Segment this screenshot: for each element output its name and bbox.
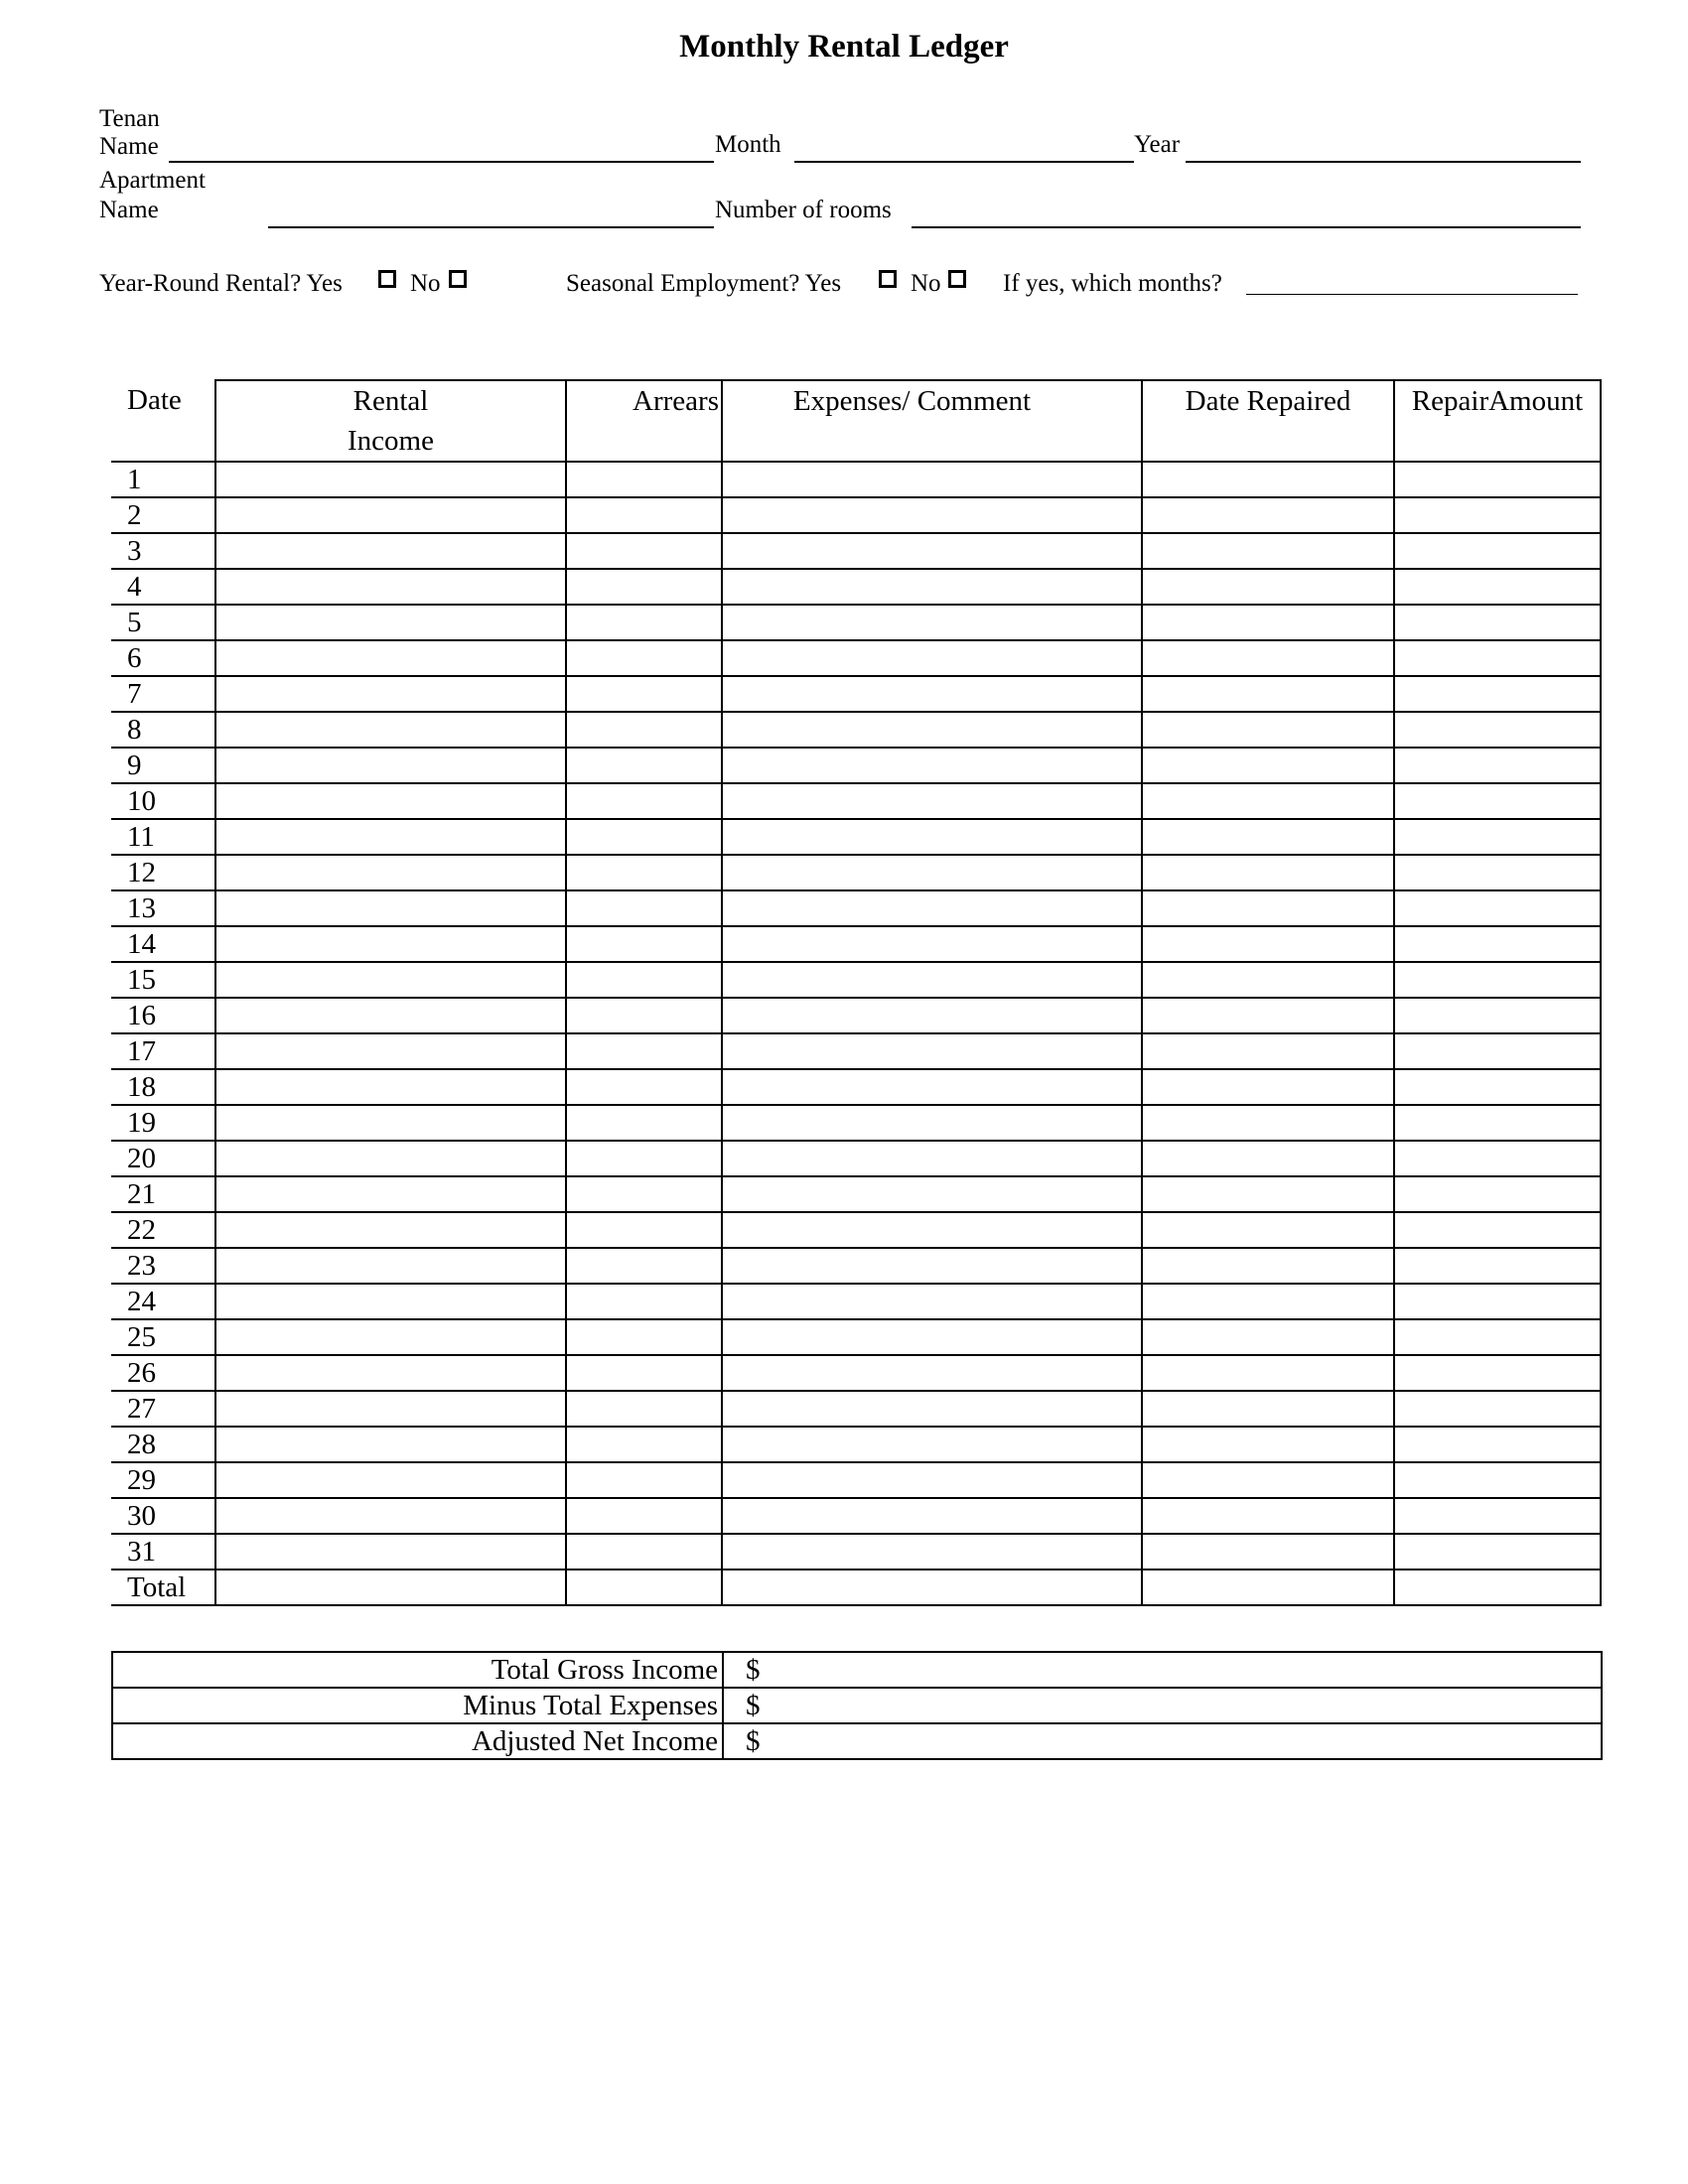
date-repaired-cell[interactable] [1142,890,1394,926]
tenant-label-line2: Name [99,133,159,160]
rental-income-cell[interactable] [215,605,566,640]
arrears-cell[interactable] [566,712,722,748]
expenses-comment-cell[interactable] [722,855,1142,890]
rental-income-cell[interactable] [215,1462,566,1498]
arrears-cell[interactable] [566,1355,722,1391]
rental-income-cell[interactable] [215,748,566,783]
repair-amount-cell[interactable] [1394,1319,1601,1355]
arrears-cell[interactable] [566,1462,722,1498]
expenses-comment-cell[interactable] [722,605,1142,640]
date-repaired-cell[interactable] [1142,1391,1394,1427]
row-date-label: 9 [111,748,215,783]
arrears-cell[interactable] [566,1141,722,1176]
summary-row-total-expenses [112,1688,1602,1723]
year-round-label: Year-Round Rental? Yes [99,270,343,297]
arrears-cell[interactable] [566,783,722,819]
seasonal-label: Seasonal Employment? Yes [566,270,842,297]
date-repaired-cell[interactable] [1142,1319,1394,1355]
expenses-comment-cell[interactable] [722,676,1142,712]
arrears-cell[interactable] [566,819,722,855]
repair-amount-cell[interactable] [1394,1462,1601,1498]
rental-income-cell[interactable] [215,462,566,497]
expenses-comment-cell[interactable] [722,640,1142,676]
repair-amount-cell[interactable] [1394,962,1601,998]
net-income-value[interactable]: $ [723,1723,1602,1759]
row-date-label: 26 [111,1355,215,1391]
date-repaired-cell[interactable] [1142,1248,1394,1284]
expenses-comment-cell[interactable] [722,748,1142,783]
expenses-comment-cell[interactable] [722,890,1142,926]
expenses-comment-cell[interactable] [722,1355,1142,1391]
ledger-table [111,379,1602,1606]
repair-amount-cell[interactable] [1394,1284,1601,1319]
expenses-comment-cell[interactable] [722,783,1142,819]
gross-income-label: Total Gross Income [112,1652,723,1688]
col-header-expenses-comment: Expenses/ Comment [722,380,1142,462]
repair-amount-cell[interactable] [1394,819,1601,855]
ledger-row [111,819,1601,855]
expenses-comment-cell[interactable] [722,1248,1142,1284]
seasonal-no-checkbox[interactable] [948,270,966,288]
arrears-cell[interactable] [566,1248,722,1284]
total-expenses-label: Minus Total Expenses [112,1688,723,1723]
repair-amount-cell[interactable] [1394,533,1601,569]
rental-income-cell[interactable] [215,783,566,819]
row-date-label: 1 [111,462,215,497]
arrears-cell[interactable] [566,855,722,890]
rental-income-cell[interactable] [215,890,566,926]
repair-amount-cell[interactable] [1394,569,1601,605]
arrears-cell[interactable] [566,676,722,712]
rental-income-cell[interactable] [215,712,566,748]
total-expenses-value[interactable]: $ [723,1688,1602,1723]
ledger-row [111,1319,1601,1355]
ledger-row [111,1427,1601,1462]
arrears-cell[interactable] [566,1534,722,1570]
ledger-row [111,890,1601,926]
date-repaired-cell[interactable] [1142,1069,1394,1105]
ledger-row [111,1069,1601,1105]
ledger-row [111,1355,1601,1391]
row-date-label: 19 [111,1105,215,1141]
date-repaired-cell[interactable] [1142,819,1394,855]
expenses-comment-cell[interactable] [722,497,1142,533]
row-date-label: 8 [111,712,215,748]
ledger-row [111,1212,1601,1248]
rental-income-cell[interactable] [215,1033,566,1069]
arrears-cell[interactable] [566,926,722,962]
rental-income-cell[interactable] [215,1427,566,1462]
year-label: Year [1134,131,1181,158]
rental-income-cell[interactable] [215,1498,566,1534]
expenses-comment-cell[interactable] [722,1534,1142,1570]
rental-income-cell[interactable] [215,676,566,712]
row-date-label: 3 [111,533,215,569]
row-date-label: 15 [111,962,215,998]
arrears-cell[interactable] [566,640,722,676]
ledger-row [111,1141,1601,1176]
seasonal-no-label: No [911,270,941,297]
total-repair-amount-cell[interactable] [1394,1570,1601,1605]
arrears-cell[interactable] [566,962,722,998]
page-title: Monthly Rental Ledger [679,29,1009,65]
arrears-cell[interactable] [566,1033,722,1069]
date-repaired-cell[interactable] [1142,962,1394,998]
year-round-no-checkbox[interactable] [449,270,467,288]
ledger-body [111,462,1601,1605]
repair-amount-cell[interactable] [1394,605,1601,640]
total-arrears-cell[interactable] [566,1570,722,1605]
col-header-rental: Rental [352,385,429,417]
row-date-label: 4 [111,569,215,605]
repair-amount-cell[interactable] [1394,998,1601,1033]
summary-table [111,1651,1603,1760]
col-header-income: Income [348,425,434,457]
rooms-field[interactable] [912,226,1581,228]
arrears-cell[interactable] [566,1176,722,1212]
rental-income-cell[interactable] [215,962,566,998]
expenses-comment-cell[interactable] [722,926,1142,962]
repair-amount-cell[interactable] [1394,1141,1601,1176]
repair-amount-cell[interactable] [1394,1355,1601,1391]
repair-amount-cell[interactable] [1394,1427,1601,1462]
repair-amount-cell[interactable] [1394,1498,1601,1534]
row-date-label: 13 [111,890,215,926]
expenses-comment-cell[interactable] [722,1033,1142,1069]
year-round-no-label: No [410,270,441,297]
repair-amount-cell[interactable] [1394,462,1601,497]
expenses-comment-cell[interactable] [722,1069,1142,1105]
col-header-date: Date [111,380,215,462]
expenses-comment-cell[interactable] [722,1462,1142,1498]
row-date-label: 18 [111,1069,215,1105]
ledger-row [111,1248,1601,1284]
row-date-label: 28 [111,1427,215,1462]
date-repaired-cell[interactable] [1142,998,1394,1033]
expenses-comment-cell[interactable] [722,1105,1142,1141]
repair-amount-cell[interactable] [1394,890,1601,926]
date-repaired-cell[interactable] [1142,497,1394,533]
expenses-comment-cell[interactable] [722,712,1142,748]
date-repaired-cell[interactable] [1142,855,1394,890]
ledger-row [111,497,1601,533]
ledger-row [111,676,1601,712]
ledger-row [111,1498,1601,1534]
arrears-cell[interactable] [566,462,722,497]
arrears-cell[interactable] [566,890,722,926]
date-repaired-cell[interactable] [1142,1033,1394,1069]
ledger-row [111,1391,1601,1427]
ledger-row [111,1105,1601,1141]
date-repaired-cell[interactable] [1142,1176,1394,1212]
ledger-row [111,783,1601,819]
arrears-cell[interactable] [566,1105,722,1141]
ledger-row [111,962,1601,998]
rooms-label: Number of rooms [715,197,892,223]
ledger-row [111,1284,1601,1319]
expenses-comment-cell[interactable] [722,1212,1142,1248]
ledger-row [111,640,1601,676]
tenant-name-field[interactable] [169,161,714,163]
repair-amount-cell[interactable] [1394,1391,1601,1427]
col-header-rental-income [215,380,566,462]
date-repaired-cell[interactable] [1142,1462,1394,1498]
ledger-row [111,462,1601,497]
rental-income-cell[interactable] [215,855,566,890]
date-repaired-cell[interactable] [1142,1284,1394,1319]
expenses-comment-cell[interactable] [722,1176,1142,1212]
rental-income-cell[interactable] [215,998,566,1033]
arrears-cell[interactable] [566,605,722,640]
rental-income-cell[interactable] [215,569,566,605]
rental-income-cell[interactable] [215,1069,566,1105]
rental-income-cell[interactable] [215,1141,566,1176]
expenses-comment-cell[interactable] [722,819,1142,855]
rental-income-cell[interactable] [215,1284,566,1319]
date-repaired-cell[interactable] [1142,1141,1394,1176]
date-repaired-cell[interactable] [1142,462,1394,497]
row-date-label: 7 [111,676,215,712]
expenses-comment-cell[interactable] [722,533,1142,569]
row-date-label: 25 [111,1319,215,1355]
ledger-row [111,855,1601,890]
date-repaired-cell[interactable] [1142,605,1394,640]
repair-amount-cell[interactable] [1394,926,1601,962]
apartment-name-field[interactable] [268,226,714,228]
arrears-cell[interactable] [566,1069,722,1105]
rental-income-cell[interactable] [215,1319,566,1355]
rental-income-cell[interactable] [215,1212,566,1248]
row-date-label: 5 [111,605,215,640]
expenses-comment-cell[interactable] [722,1427,1142,1462]
repair-amount-cell[interactable] [1394,748,1601,783]
ledger-row [111,926,1601,962]
arrears-cell[interactable] [566,497,722,533]
date-repaired-cell[interactable] [1142,1355,1394,1391]
apartment-label-line2: Name [99,197,159,223]
row-date-label: 12 [111,855,215,890]
date-repaired-cell[interactable] [1142,676,1394,712]
row-date-label: 21 [111,1176,215,1212]
row-date-label: 23 [111,1248,215,1284]
ledger-row [111,1462,1601,1498]
rental-income-cell[interactable] [215,1105,566,1141]
arrears-cell[interactable] [566,1212,722,1248]
summary-row-gross-income [112,1652,1602,1688]
date-repaired-cell[interactable] [1142,1534,1394,1570]
date-repaired-cell[interactable] [1142,569,1394,605]
repair-amount-cell[interactable] [1394,783,1601,819]
rental-income-cell[interactable] [215,1534,566,1570]
tenant-label-line1: Tenan [99,105,160,132]
total-label: Total [111,1570,215,1605]
date-repaired-cell[interactable] [1142,712,1394,748]
rental-income-cell[interactable] [215,497,566,533]
gross-income-value[interactable]: $ [723,1652,1602,1688]
date-repaired-cell[interactable] [1142,640,1394,676]
rental-income-cell[interactable] [215,819,566,855]
repair-amount-cell[interactable] [1394,497,1601,533]
row-date-label: 17 [111,1033,215,1069]
rental-income-cell[interactable] [215,1355,566,1391]
ledger-row [111,1176,1601,1212]
repair-amount-cell[interactable] [1394,640,1601,676]
total-rental-income-cell[interactable] [215,1570,566,1605]
row-date-label: 27 [111,1391,215,1427]
row-date-label: 10 [111,783,215,819]
net-income-label: Adjusted Net Income [112,1723,723,1759]
row-date-label: 30 [111,1498,215,1534]
arrears-cell[interactable] [566,1427,722,1462]
expenses-comment-cell[interactable] [722,1319,1142,1355]
expenses-comment-cell[interactable] [722,569,1142,605]
arrears-cell[interactable] [566,998,722,1033]
row-date-label: 29 [111,1462,215,1498]
row-date-label: 14 [111,926,215,962]
row-date-label: 31 [111,1534,215,1570]
ledger-row [111,605,1601,640]
date-repaired-cell[interactable] [1142,1212,1394,1248]
rental-income-cell[interactable] [215,1176,566,1212]
ledger-row [111,748,1601,783]
ledger-total-row [111,1570,1601,1605]
row-date-label: 6 [111,640,215,676]
date-repaired-cell[interactable] [1142,1427,1394,1462]
date-repaired-cell[interactable] [1142,926,1394,962]
date-repaired-cell[interactable] [1142,748,1394,783]
rental-income-cell[interactable] [215,1391,566,1427]
date-repaired-cell[interactable] [1142,533,1394,569]
row-date-label: 22 [111,1212,215,1248]
expenses-comment-cell[interactable] [722,1498,1142,1534]
expenses-comment-cell[interactable] [722,1284,1142,1319]
date-repaired-cell[interactable] [1142,1498,1394,1534]
repair-amount-cell[interactable] [1394,855,1601,890]
total-date-repaired-cell[interactable] [1142,1570,1394,1605]
rental-income-cell[interactable] [215,533,566,569]
seasonal-yes-checkbox[interactable] [879,270,897,288]
row-date-label: 20 [111,1141,215,1176]
repair-amount-cell[interactable] [1394,1176,1601,1212]
summary-row-net-income [112,1723,1602,1759]
total-expenses-comment-cell[interactable] [722,1570,1142,1605]
year-field[interactable] [1186,161,1581,163]
ledger-row [111,569,1601,605]
expenses-comment-cell[interactable] [722,998,1142,1033]
month-label: Month [715,131,781,158]
col-header-date-repaired: Date Repaired [1142,380,1394,462]
repair-amount-cell[interactable] [1394,1534,1601,1570]
arrears-cell[interactable] [566,1319,722,1355]
ledger-row [111,1534,1601,1570]
rental-income-cell[interactable] [215,926,566,962]
month-field[interactable] [794,161,1134,163]
ledger-header-row [111,380,1601,462]
arrears-cell[interactable] [566,569,722,605]
arrears-cell[interactable] [566,1284,722,1319]
expenses-comment-cell[interactable] [722,962,1142,998]
row-date-label: 24 [111,1284,215,1319]
year-round-yes-checkbox[interactable] [378,270,396,288]
col-header-repair-amount: RepairAmount [1394,380,1601,462]
row-date-label: 2 [111,497,215,533]
repair-amount-cell[interactable] [1394,1033,1601,1069]
expenses-comment-cell[interactable] [722,1391,1142,1427]
date-repaired-cell[interactable] [1142,783,1394,819]
repair-amount-cell[interactable] [1394,1105,1601,1141]
repair-amount-cell[interactable] [1394,1212,1601,1248]
rental-income-cell[interactable] [215,1248,566,1284]
repair-amount-cell[interactable] [1394,712,1601,748]
expenses-comment-cell[interactable] [722,1141,1142,1176]
ledger-row [111,712,1601,748]
ledger-row [111,1033,1601,1069]
months-field[interactable] [1246,294,1578,295]
repair-amount-cell[interactable] [1394,1248,1601,1284]
row-date-label: 16 [111,998,215,1033]
repair-amount-cell[interactable] [1394,676,1601,712]
ledger-row [111,998,1601,1033]
arrears-cell[interactable] [566,748,722,783]
arrears-cell[interactable] [566,1391,722,1427]
arrears-cell[interactable] [566,533,722,569]
repair-amount-cell[interactable] [1394,1069,1601,1105]
months-label: If yes, which months? [1003,270,1222,297]
date-repaired-cell[interactable] [1142,1105,1394,1141]
rental-income-cell[interactable] [215,640,566,676]
ledger-row [111,533,1601,569]
col-header-arrears: Arrears [566,380,722,462]
row-date-label: 11 [111,819,215,855]
expenses-comment-cell[interactable] [722,462,1142,497]
arrears-cell[interactable] [566,1498,722,1534]
apartment-label-line1: Apartment [99,167,206,194]
